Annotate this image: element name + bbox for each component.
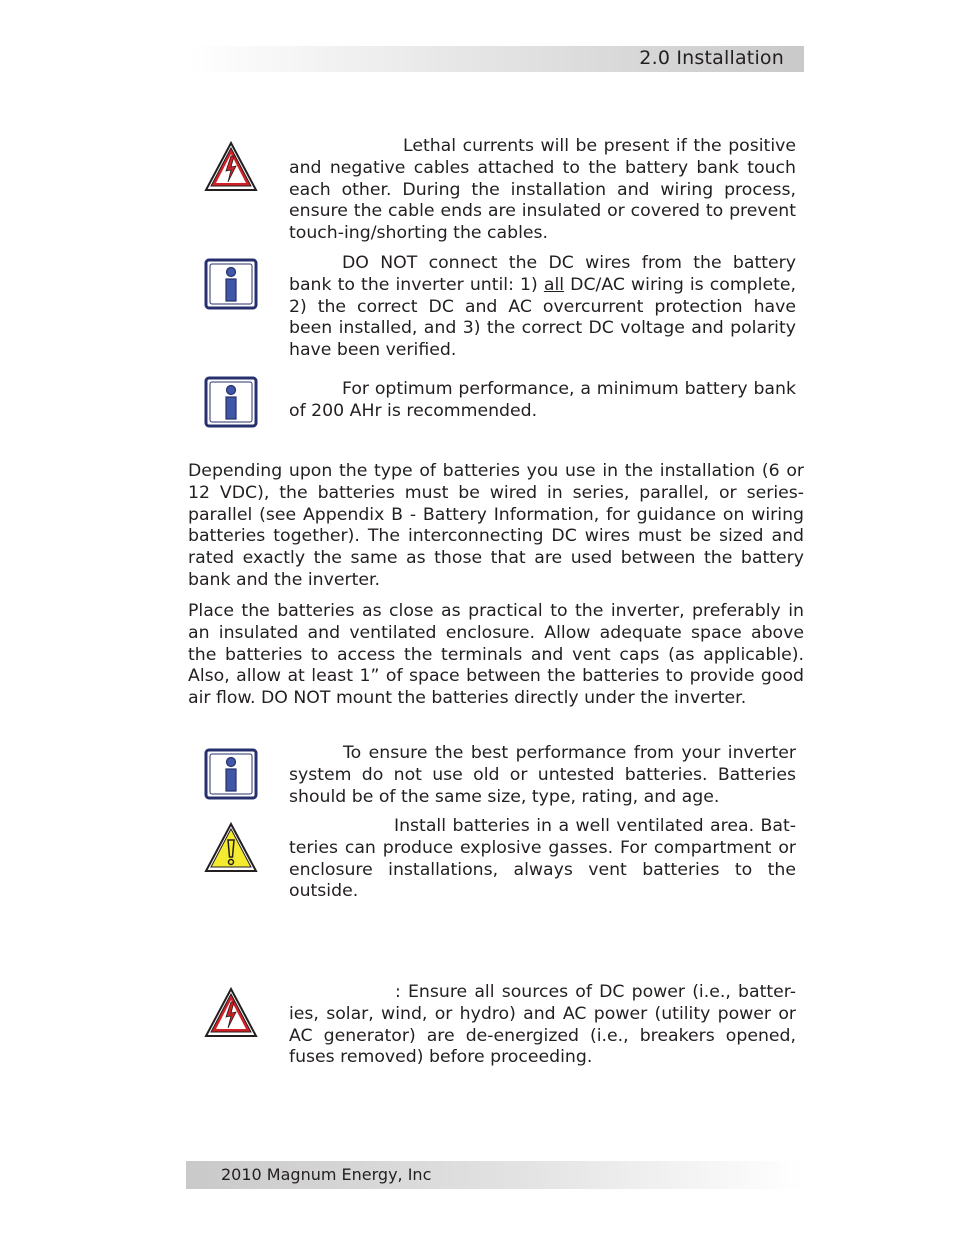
note-text-underlined: all — [543, 274, 565, 295]
caution-exclamation-icon — [204, 821, 258, 873]
page-footer-bar — [186, 1161, 804, 1189]
note-text — [289, 253, 796, 362]
note-text: To ensure the best performance from your inverter system do not use old or untested batteries. Batteries should be of the same size, type, rating, and age. — [289, 743, 796, 807]
note-text-pre: DO NOT connect the DC wires from the battery bank to the inverter until: 1) — [289, 253, 796, 295]
page-header-bar — [186, 46, 804, 72]
info-note-battery-condition — [200, 743, 804, 813]
electric-shock-warning-icon — [204, 140, 258, 192]
caution-note-ventilation — [200, 816, 804, 906]
note-text: Lethal currents will be present if the positive and negative cables attached to the battery bank touch each other. During the installation and wiring process, ensure the cable ends are insulated or covered to prevent touch-ing/shorting the cables. — [289, 136, 796, 244]
note-text: For optimum performance, a minimum battery bank of 200 AHr is recommended. — [289, 379, 796, 421]
electric-shock-warning-icon — [204, 986, 258, 1038]
section-title: 2.0 Installation — [639, 47, 784, 69]
copyright-text: 2010 Magnum Energy, Inc — [221, 1165, 432, 1184]
info-icon — [204, 748, 258, 800]
note-text-post: DC/AC wiring is complete, 2) the correct DC and AC overcurrent protection have been installed, and 3) the correct DC voltage and polarity have been verified. — [289, 274, 796, 361]
paragraph-battery-wiring: Depending upon the type of batteries you use in the installation (6 or 12 VDC), the batteries must be wired in series, parallel, or series-parallel (see Appendix B - Battery Information, for guidance on wiring batteries together). The interconnecting DC wires must be sized and rated exactly the same as those that are used between the battery bank and the inverter. — [188, 461, 804, 590]
warning-note-lethal-currents — [200, 136, 804, 246]
info-icon — [204, 258, 258, 310]
info-note-dc-connection — [200, 253, 804, 363]
note-text: : Ensure all sources of DC power (i.e., batter-ies, solar, wind, or hydro) and AC power (utility power or AC generator) are de-energized (i.e., breakers opened, fuses removed) before proceeding. — [289, 982, 796, 1068]
info-note-battery-bank-size — [200, 379, 804, 431]
warning-note-de-energize — [200, 982, 804, 1074]
note-text: Install batteries in a well ventilated area. Bat-teries can produce explosive gasses. For compartment or enclosure installations, always vent batteries to the outside. — [289, 816, 796, 902]
info-icon — [204, 376, 258, 428]
paragraph-battery-placement: Place the batteries as close as practical to the inverter, preferably in an insulated and ventilated enclosure. Allow adequate space above the batteries to access the terminals and vent caps (as applicable). Also, allow at least 1” of space between the batteries to provide good air flow. DO NOT mount the batteries directly under the inverter. — [188, 601, 804, 709]
